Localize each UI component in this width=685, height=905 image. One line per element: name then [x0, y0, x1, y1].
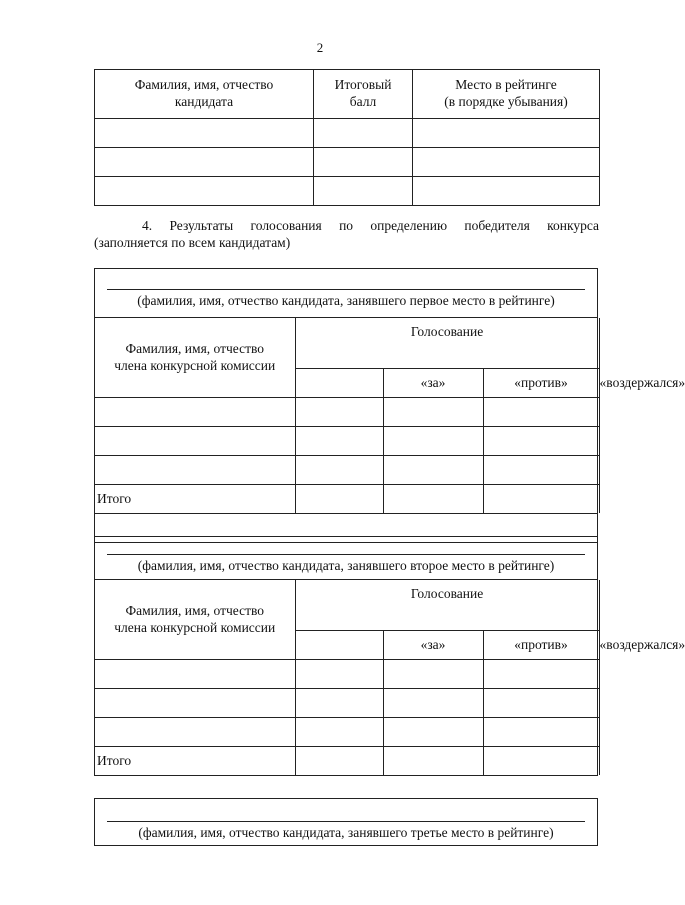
table-cell — [383, 660, 483, 689]
ranking-header-score: Итоговый балл — [314, 70, 413, 119]
table-cell — [413, 119, 600, 148]
table-cell — [314, 119, 413, 148]
paragraph-line-1: 4. Результаты голосования по определению победителя конкурса — [142, 218, 599, 233]
table-cell — [383, 427, 483, 456]
candidate-caption-box — [95, 537, 597, 580]
table-cell — [295, 718, 383, 747]
total-row — [95, 485, 599, 514]
table-cell — [483, 689, 599, 718]
table-cell — [295, 427, 383, 456]
table-row — [95, 148, 600, 177]
candidate-caption-box — [95, 269, 597, 318]
table-cell — [314, 148, 413, 177]
table-row — [95, 398, 599, 427]
vote-section-first — [94, 268, 685, 543]
option-against: «против» — [483, 631, 599, 660]
table-cell — [295, 660, 383, 689]
table-cell — [413, 148, 600, 177]
option-for: «за» — [383, 631, 483, 660]
ranking-header-place: Место в рейтинге (в порядке убывания) — [413, 70, 600, 119]
table-row — [95, 119, 600, 148]
total-row — [95, 747, 599, 776]
table-cell — [295, 485, 383, 514]
table-row — [95, 689, 599, 718]
table-cell — [95, 660, 295, 689]
table-row — [95, 177, 600, 206]
table-cell — [295, 456, 383, 485]
table-cell — [483, 427, 599, 456]
vote-section-third — [94, 798, 598, 846]
page-number: 2 — [316, 40, 324, 55]
table-row — [95, 660, 599, 689]
candidate-name-line — [107, 554, 585, 555]
section-4-paragraph — [94, 218, 599, 252]
table-cell — [295, 631, 383, 660]
table-cell — [95, 718, 295, 747]
table-cell — [383, 456, 483, 485]
paragraph-line-2: (заполняется по всем кандидатам) — [94, 234, 291, 250]
option-against: «против» — [483, 369, 599, 398]
table-row — [95, 718, 599, 747]
total-label: Итого — [95, 485, 295, 514]
voting-header: Голосование — [295, 318, 599, 369]
table-cell — [295, 689, 383, 718]
table-row: «за» «против» «воздержался» — [95, 631, 599, 660]
ranking-header-name: Фамилия, имя, отчество кандидата — [95, 70, 314, 119]
member-header: Фамилия, имя, отчество члена конкурсной комиссии — [95, 318, 295, 398]
ranking-table — [94, 69, 600, 206]
member-header: Фамилия, имя, отчество члена конкурсной комиссии — [95, 580, 295, 660]
table-cell — [95, 148, 314, 177]
table-cell — [95, 398, 295, 427]
total-label: Итого — [95, 747, 295, 776]
ranking-header-row — [95, 70, 600, 119]
candidate-caption: (фамилия, имя, отчество кандидата, занявшего первое место в рейтинге) — [137, 293, 555, 308]
table-cell — [483, 747, 599, 776]
candidate-caption: (фамилия, имя, отчество кандидата, занявшего третье место в рейтинге) — [138, 825, 554, 840]
candidate-name-line — [107, 821, 585, 822]
vote-section-second — [94, 536, 685, 776]
table-row — [95, 456, 599, 485]
candidate-name-line — [107, 289, 585, 290]
table-cell — [383, 485, 483, 514]
option-for: «за» — [383, 369, 483, 398]
table-cell — [413, 177, 600, 206]
vote-table — [95, 318, 685, 513]
table-cell — [295, 398, 383, 427]
table-cell — [95, 177, 314, 206]
table-cell — [483, 485, 599, 514]
table-cell — [95, 689, 295, 718]
table-cell — [383, 689, 483, 718]
table-cell — [383, 718, 483, 747]
table-row — [95, 427, 599, 456]
table-cell — [295, 369, 383, 398]
table-cell — [483, 398, 599, 427]
table-cell — [483, 660, 599, 689]
table-cell — [95, 427, 295, 456]
table-row: «за» «против» «воздержался» — [95, 369, 599, 398]
candidate-caption: (фамилия, имя, отчество кандидата, занявшего второе место в рейтинге) — [137, 558, 555, 573]
vote-table — [95, 580, 685, 775]
table-cell — [483, 718, 599, 747]
table-cell — [95, 119, 314, 148]
table-cell — [383, 747, 483, 776]
table-cell — [314, 177, 413, 206]
voting-header: Голосование — [295, 580, 599, 631]
table-cell — [295, 747, 383, 776]
table-cell — [383, 398, 483, 427]
table-cell — [95, 456, 295, 485]
table-cell — [483, 456, 599, 485]
